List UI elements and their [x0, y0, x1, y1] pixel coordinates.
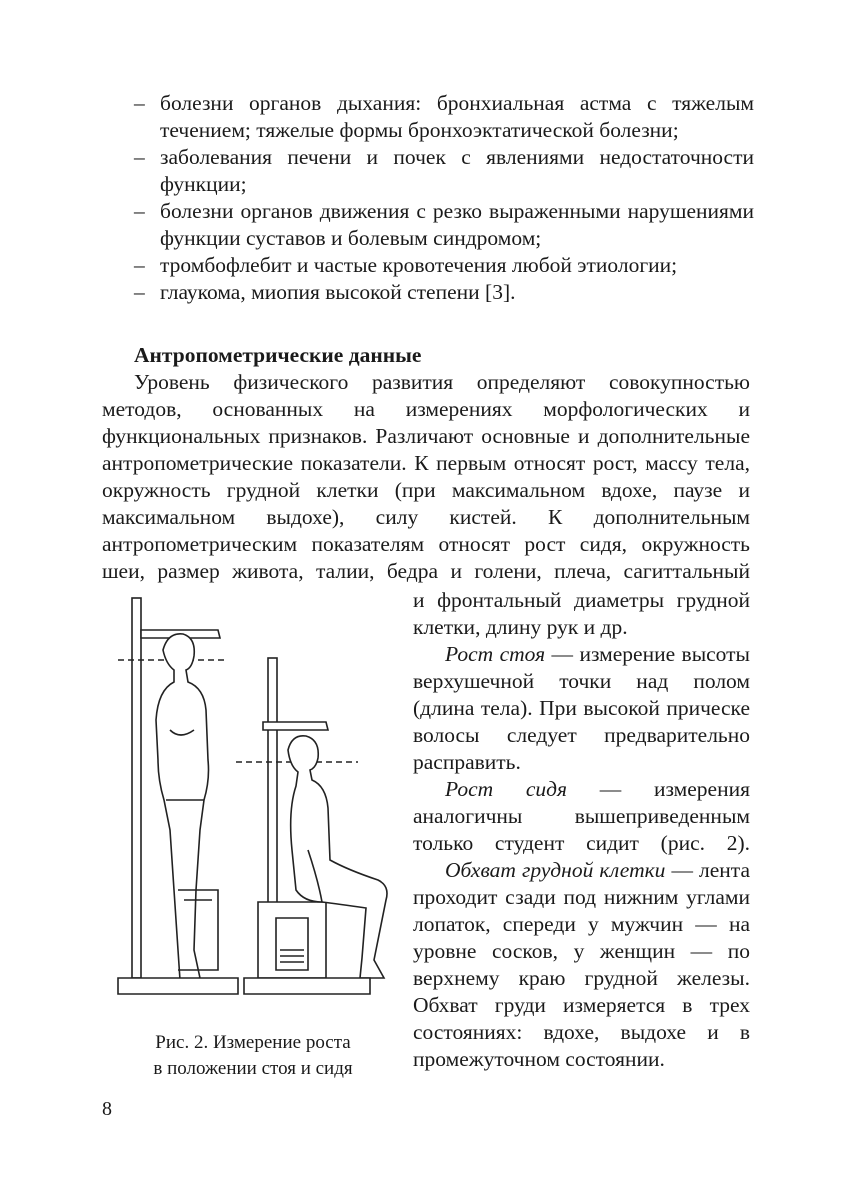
list-item: – тромбофлебит и частые кровотечения любой этиологии; — [134, 253, 678, 277]
standing-height-paragraph: Рост стоя — измерение высоты верхушечной точки над полом (длина тела). При высокой прическе волосы следует предварительно расправить. — [413, 642, 750, 774]
term-standing-height: Рост стоя — [445, 642, 546, 666]
term-chest-girth: Обхват грудной клетки — [445, 858, 666, 882]
list-item: – заболевания печени и почек с явлениями недостаточности функции; — [134, 145, 754, 196]
side-column-text — [413, 587, 750, 1073]
intro-paragraph: Уровень физического развития определяют совокупностью методов, основанных на измерениях морфологических и функциональных признаков. Различают основные и дополнительные антропометрические показатели. К первым относят рост, массу тела, окружность грудной клетки (при максимальном вдохе, паузе и максимальном выдохе), силу кистей. К дополнительным антропометрическим показателям относят рост сидя, окружность шеи, размер живота, талии, бедра и голени, плеча, сагиттальный — [102, 370, 750, 583]
list-item: – болезни органов дыхания: бронхиальная астма с тяжелым течением; тяжелые формы бронхоэктатической болезни; — [134, 91, 754, 142]
page-number: 8 — [102, 1098, 112, 1120]
list-item: – болезни органов движения с резко выраженными нарушениями функции суставов и болевым синдромом; — [134, 199, 754, 250]
continuation-line: клетки, длину рук и др. — [413, 615, 628, 639]
section-heading: Антропометрические данные — [134, 343, 422, 367]
sitting-height-paragraph: Рост сидя — измерения аналогичны вышеприведенным только студент сидит (рис. 2). — [413, 777, 750, 855]
term-sitting-height: Рост сидя — [445, 777, 568, 801]
chest-girth-paragraph: Обхват грудной клетки — лента проходит сзади под нижним углами лопаток, спереди у мужчин — на уровне сосков, у женщин — по верхнему краю грудной железы. Обхват груди измеряется в трех состояниях: вдохе, выдохе и в промежуточном состоянии. — [413, 858, 751, 1071]
contraindications-list — [134, 90, 754, 306]
figure-caption: Рис. 2. Измерение роста в положении стоя и сидя — [153, 1032, 353, 1079]
list-item: – глаукома, миопия высокой степени [3]. — [134, 280, 516, 304]
stadiometer-illustration — [108, 590, 398, 1010]
continuation-line: и фронтальный диаметры грудной — [413, 588, 750, 612]
